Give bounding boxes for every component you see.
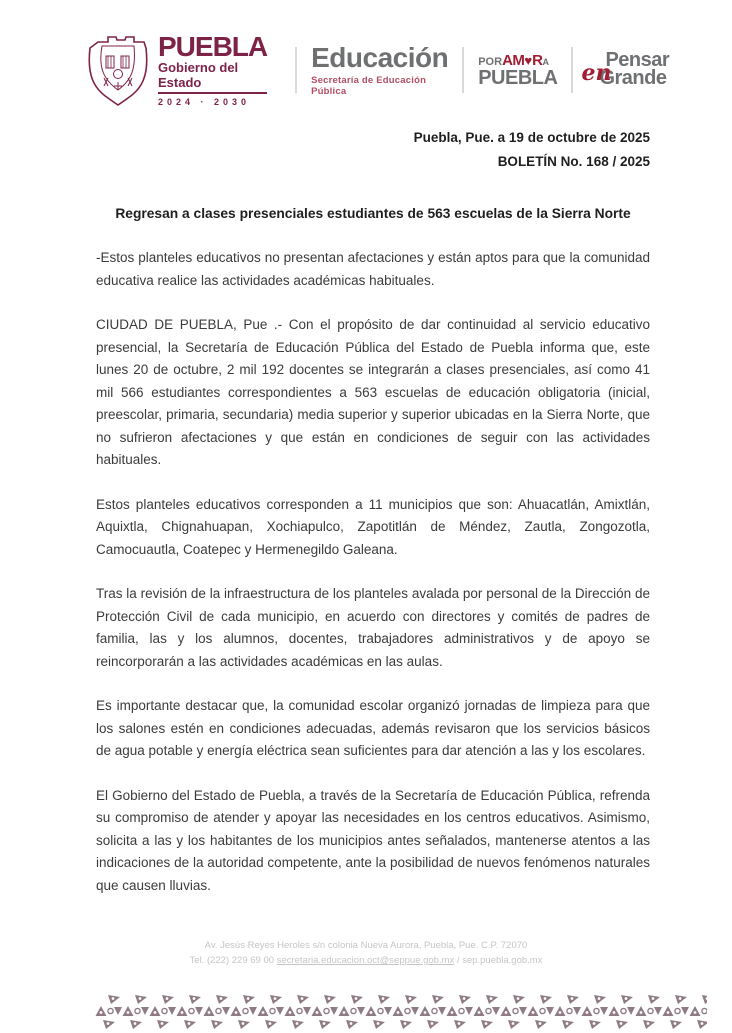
grande-text: Grande <box>599 67 667 89</box>
header-divider <box>571 47 573 93</box>
paragraph-revision: Tras la revisión de la infraestructura de los planteles avalada por personal de la Dirección de Protección Civil de cada municipio, en acuerdo con directores y comités de padres de familia, las y los alumnos, docentes, trabajadores administrativos y de apoyo se reincorporarán a las actividades académicas en las aulas. <box>96 586 650 669</box>
header <box>88 30 670 107</box>
state-logo-period: 2024 · 2030 <box>158 96 251 107</box>
pensar-text: Pensar <box>605 49 670 71</box>
document-body <box>96 198 650 897</box>
paragraph-summary: -Estos planteles educativos no presentan afectaciones y están aptos para que la comunidad educativa realice las actividades académicas habituales. <box>96 250 650 288</box>
header-divider <box>295 47 297 93</box>
footer-email-link[interactable]: secretaria.educacion.oct@seppue.gob.mx <box>276 955 455 966</box>
state-logo-subtitle: Gobierno del Estado <box>158 60 267 94</box>
education-logo <box>311 41 449 97</box>
bulletin-number: BOLETÍN No. 168 / 2025 <box>497 154 650 169</box>
heart-icon: ♥ <box>524 52 533 68</box>
footer-website: sep.puebla.gob.mx <box>462 955 543 966</box>
document-title: Regresan a clases presenciales estudiantes de 563 escuelas de la Sierra Norte <box>115 206 631 221</box>
a-text: A <box>542 56 549 67</box>
state-logo <box>158 30 268 107</box>
puebla-coat-of-arms-icon <box>88 34 148 106</box>
paragraph-lead: CIUDAD DE PUEBLA, Pue .- Con el propósito de dar continuidad al servicio educativo presencial, la Secretaría de Educación Pública del Estado de Puebla informa que, este lunes 20 de octubre, 2 mil 192 docentes se integrarán a clases presenciales, así como 41 mil 566 estudiantes correspondientes a 563 escuelas de educación obligatoria (inicial, preescolar, primaria, secundaria) media superior y superior ubicadas en la Sierra Norte, que no sufrieron afectaciones y que están en condiciones de seguir con las actividades habituales. <box>96 317 650 467</box>
pensar-en-grande-logo <box>581 49 670 89</box>
education-logo-title: Educación <box>311 41 449 73</box>
amor-text: AM <box>502 51 525 69</box>
header-divider <box>462 47 464 93</box>
paragraph-limpieza: Es importante destacar que, la comunidad escolar organizó jornadas de limpieza para que los salones estén en condiciones adecuadas, además revisaron que los servicios básicos de agua potable y energía eléctrica sean suficientes para dar atención a las y los escolares. <box>96 698 650 758</box>
paragraph-compromiso: El Gobierno del Estado de Puebla, a través de la Secretaría de Educación Pública, refrenda su compromiso de atender y apoyar las necesidades en los centros educativos. Asimismo, solicita a las y los habitantes de los municipios antes señalados, mantenerse atentos a las indicaciones de la autoridad competente, ante la posibilidad de nuevos fenómenos naturales que causen lluvias. <box>96 787 650 893</box>
state-logo-name: PUEBLA <box>158 30 268 62</box>
footer <box>0 938 732 968</box>
footer-contact-line <box>0 953 732 968</box>
por-amor-a-puebla-logo <box>478 51 558 89</box>
talavera-pattern-border <box>95 995 707 1033</box>
footer-address: Av. Jesús Reyes Heroles s/n colonia Nueva Aurora, Puebla, Pue. C.P. 72070 <box>204 940 528 951</box>
paragraph-municipios: Estos planteles educativos corresponden a 11 municipios que son: Ahuacatlán, Amixtlán, Aquixtla, Chignahuapan, Xochiapulco, Zapotitlán de Méndez, Zautla, Zongozotla, Camocuautla, Coatepec y Hermenegildo Galeana. <box>96 496 650 557</box>
en-script-text: en <box>581 60 612 86</box>
footer-phone: Tel. (222) 229 69 00 <box>189 955 275 966</box>
meta-block <box>96 126 650 174</box>
dateline: Puebla, Pue. a 19 de octubre de 2025 <box>413 130 650 145</box>
education-logo-subtitle: Secretaría de Educación Pública <box>311 74 427 97</box>
footer-separator: / <box>456 955 460 966</box>
amor-text-r: R <box>532 51 543 69</box>
por-text: POR <box>478 55 503 68</box>
amor-puebla-text: PUEBLA <box>478 66 558 89</box>
